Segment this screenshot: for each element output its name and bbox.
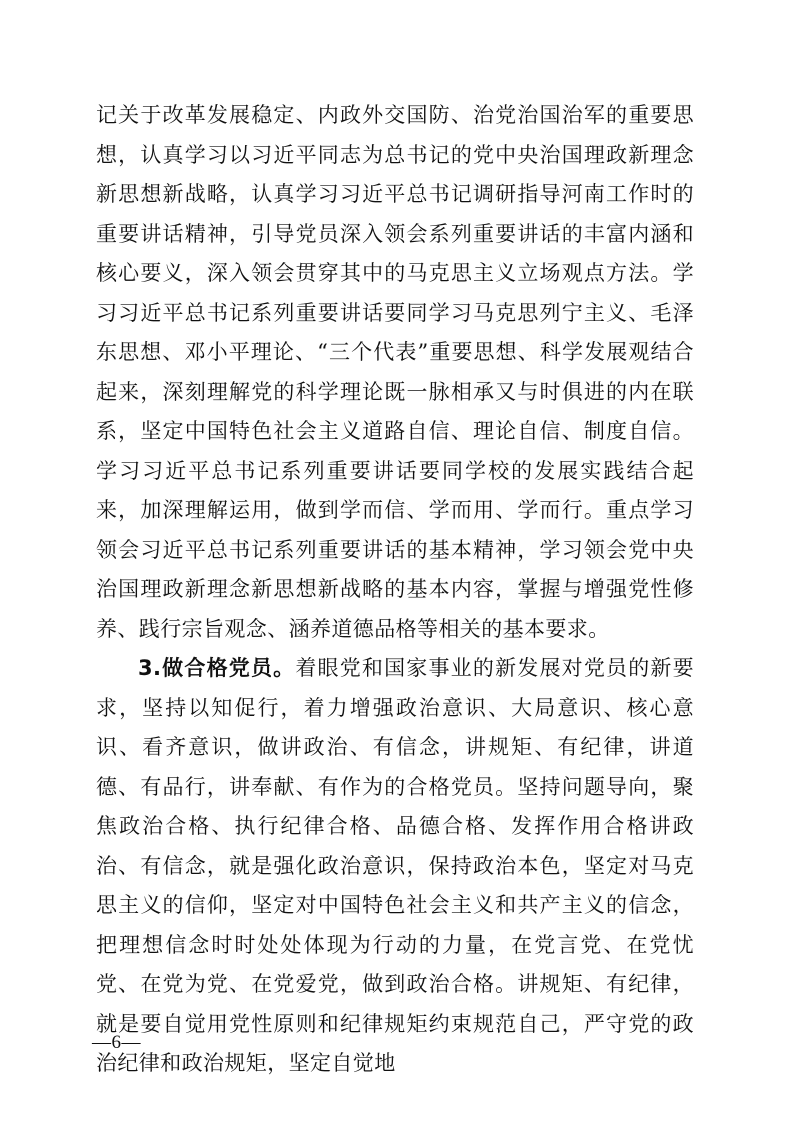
page-number: —6— [92,1032,141,1053]
paragraph-section-3 [96,649,694,1084]
section-heading: 3.做合格党员。 [138,656,296,680]
paragraph-continuation [96,96,694,649]
paragraph-text: 着眼党和国家事业的新发展对党员的新要求，坚持以知促行，着力增强政治意识、大局意识、核心意识、看齐意识，做讲政治、有信念，讲规矩、有纪律，讲道德、有品行，讲奉献、有作为的合格党员。坚持问题导向，聚焦政治合格、执行纪律合格、品德合格、发挥作用合格讲政治、有信念，就是强化政治意识，保持政治本色，坚定对马克思主义的信仰，坚定对中国特色社会主义和共产主义的信念，把理想信念时时处处体现为行动的力量，在党言党、在党忧党、在党为党、在党爱党，做到政治合格。讲规矩、有纪律，就是要自觉用党性原则和纪律规矩约束规范自己，严守党的政治纪律和政治规矩，坚定自觉地 [96,656,695,1075]
body-text [96,96,694,1084]
paragraph-text: 记关于改革发展稳定、内政外交国防、治党治国治军的重要思想，认真学习以习近平同志为总书记的党中央治国理政新理念新思想新战略，认真学习习近平总书记调研指导河南工作时的重要讲话精神，引导党员深入领会系列重要讲话的丰富内涵和核心要义，深入领会贯穿其中的马克思主义立场观点方法。学习习近平总书记系列重要讲话要同学习马克思列宁主义、毛泽东思想、邓小平理论、“三个代表”重要思想、科学发展观结合起来，深刻理解党的科学理论既一脉相承又与时俱进的内在联系，坚定中国特色社会主义道路自信、理论自信、制度自信。学习习近平总书记系列重要讲话要同学校的发展实践结合起来，加深理解运用，做到学而信、学而用、学而行。重点学习领会习近平总书记系列重要讲话的基本精神，学习领会党中央治国理政新理念新思想新战略的基本内容，掌握与增强党性修养、践行宗旨观念、涵养道德品格等相关的基本要求。 [96,103,694,641]
